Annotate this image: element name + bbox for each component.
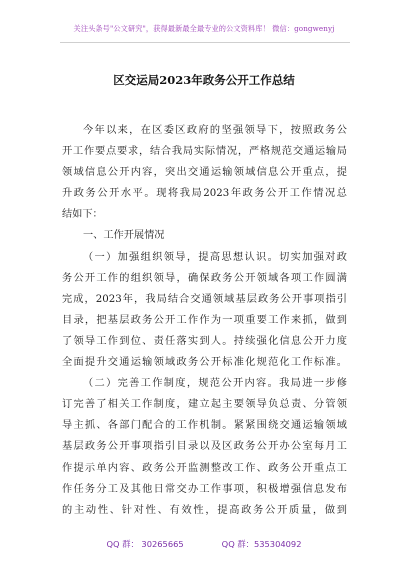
body-line: 结如下： [62,209,103,221]
body-line: 领域信息公开内容，突出交通运输领域信息公开重点，提 [62,167,347,179]
body-line: 完成，2023年，我局结合交通领域基层政务公开事项指引 [62,293,347,305]
body-line: （一）加强组织领导，提高思想认识。切实加强对政 [83,251,347,263]
body-line: 目录，把基层政务公开工作作为一项重要工作来抓，做到 [62,314,347,326]
body-line: 作提示单内容、政务公开监测整改工作、政务公开重点工 [62,462,347,474]
body-line: 一、工作开展情况 [83,230,165,242]
body-line: 开工作要点要求，结合我局实际情况，严格规范交通运输局 [62,146,347,158]
body-line: （二）完善工作制度，规范公开内容。我局进一步修 [83,378,347,390]
body-line: 基层政务公开事项指引目录以及区政务公开办公室每月工 [62,441,347,453]
body-line: 作任务分工及其他日常交办工作事项，积极增强信息发布 [62,483,347,495]
footer-qq-group-1: QQ 群： 30265665 [106,539,184,549]
header-watermark: 关注头条号"公文研究"，获得最新最全最专业的公文资料库！ 微信：gongwenyj [73,24,335,33]
document-title: 区交运局2023年政务公开工作总结 [113,73,295,87]
body-line: 订完善了相关工作制度，建立起主要领导负总责、分管领 [62,399,347,411]
body-line: 务公开工作的组织领导，确保政务公开领域各项工作圆满 [62,272,347,284]
body-line: 了领导工作到位、责任落实到人。持续强化信息公开力度 [62,335,347,347]
body-line: 的主动性、针对性、有效性，提高政务公开质量，做到 [62,504,347,516]
document-body [62,120,347,521]
body-line: 今年以来，在区委区政府的坚强领导下，按照政务公 [83,125,347,136]
body-line: 导主抓、各部门配合的工作机制。紧紧围绕交通运输领域 [62,420,347,432]
body-line: 升政务公开水平。现将我局2023年政务公开工作情况总 [62,188,347,200]
footer [0,538,408,550]
body-line: 全面提升交通运输领域政务公开标准化规范化工作标准。 [62,357,347,369]
header-divider [60,42,350,43]
footer-qq-group-2: QQ 群：535304092 [221,539,302,549]
